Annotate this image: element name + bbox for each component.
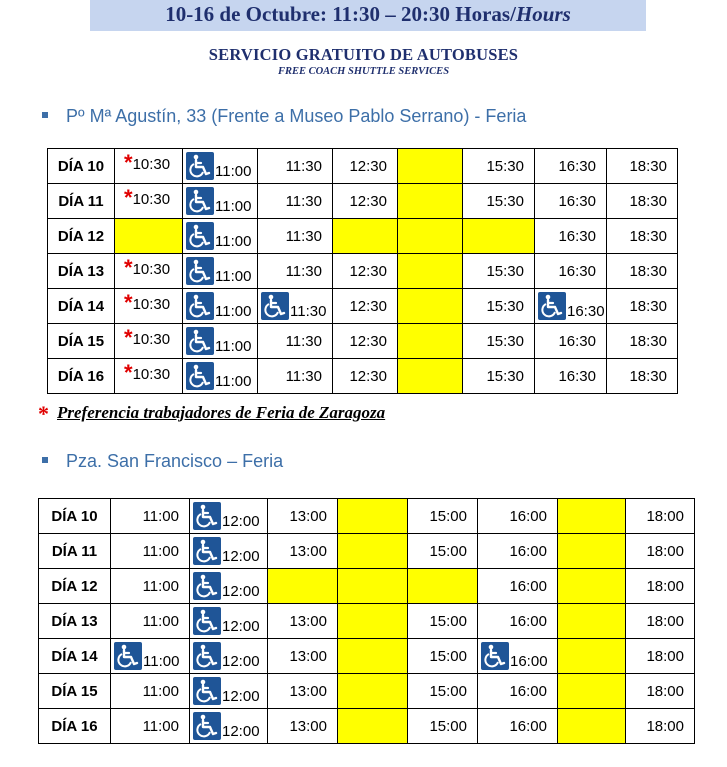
no-service-cell: [338, 709, 408, 744]
wheelchair-icon: [538, 292, 566, 320]
wheelchair-icon: [261, 292, 289, 320]
wheelchair-icon: [186, 327, 214, 355]
day-label: DÍA 13: [39, 604, 111, 639]
departure-time: [190, 674, 268, 709]
time-text: 16:00: [509, 717, 547, 735]
time-text: 18:00: [646, 717, 684, 735]
service-subtitle: FREE COACH SHUTTLE SERVICES: [277, 66, 450, 77]
day-label: DÍA 15: [48, 324, 115, 359]
wheelchair-icon: [481, 642, 509, 670]
time-text: 11:00: [142, 577, 179, 595]
date-time-text: 10-16 de Octubre: 11:30 – 20:30 Horas/: [165, 2, 516, 26]
time-text: 11:30: [285, 192, 322, 210]
wheelchair-icon: [193, 642, 221, 670]
wheelchair-icon: [193, 502, 221, 530]
time-text: 15:30: [486, 332, 524, 350]
service-title: SERVICIO GRATUITO DE AUTOBUSES: [208, 45, 519, 64]
time-text: 13:00: [289, 612, 327, 630]
time-text: 18:00: [646, 542, 684, 560]
no-service-cell: [558, 639, 626, 674]
no-service-cell: [398, 324, 463, 359]
departure-time: [183, 219, 258, 254]
departure-time: [535, 289, 607, 324]
time-text: 10:30: [132, 156, 171, 173]
hours-en-text: Hours: [515, 2, 571, 26]
no-service-cell: [398, 219, 463, 254]
departure-time: [408, 674, 478, 709]
departure-time: [183, 254, 258, 289]
time-text: 11:00: [142, 717, 179, 735]
departure-time: [115, 289, 183, 324]
departure-time: [607, 254, 678, 289]
departure-time: [333, 149, 398, 184]
wheelchair-icon: [114, 642, 142, 670]
time-text: 13:00: [289, 647, 327, 665]
bullet-icon: [42, 457, 48, 463]
departure-time: [115, 324, 183, 359]
departure-time: [626, 604, 695, 639]
departure-time: [268, 709, 338, 744]
departure-time: [111, 499, 190, 534]
departure-time: [190, 709, 268, 744]
wheelchair-icon: [186, 187, 214, 215]
departure-time: [535, 149, 607, 184]
time-text: 15:30: [486, 297, 524, 315]
time-text: 16:30: [567, 303, 605, 320]
departure-time: [183, 359, 258, 394]
time-text: 11:30: [285, 367, 322, 385]
wheelchair-icon: [193, 712, 221, 740]
preference-note-text: Preferencia trabajadores de Feria de Zaragoza: [57, 403, 386, 422]
time-text: 10:30: [132, 366, 171, 383]
time-text: 10:30: [132, 331, 171, 348]
departure-time: [626, 499, 695, 534]
day-label: DÍA 14: [48, 289, 115, 324]
time-text: 11:30: [290, 303, 327, 320]
departure-time: [183, 324, 258, 359]
no-service-cell: [338, 499, 408, 534]
time-text: 11:00: [215, 373, 252, 390]
no-service-cell: [338, 534, 408, 569]
time-text: 11:00: [215, 268, 252, 285]
no-service-cell: [398, 289, 463, 324]
asterisk-icon: *: [124, 255, 133, 280]
time-text: 18:00: [646, 577, 684, 595]
time-text: 16:30: [558, 157, 596, 175]
time-text: 12:00: [222, 513, 260, 530]
departure-time: [535, 254, 607, 289]
no-service-cell: [558, 709, 626, 744]
day-label: DÍA 16: [48, 359, 115, 394]
departure-time: [258, 254, 333, 289]
time-text: 12:30: [349, 367, 387, 385]
departure-time: [478, 709, 558, 744]
departure-time: [115, 184, 183, 219]
table-row: [39, 569, 695, 604]
time-text: 18:00: [646, 647, 684, 665]
day-label: DÍA 12: [39, 569, 111, 604]
departure-time: [258, 149, 333, 184]
departure-time: [408, 709, 478, 744]
route-1-name: Pº Mª Agustín, 33 (Frente a Museo Pablo Serrano) - Feria: [66, 106, 527, 126]
departure-time: [535, 184, 607, 219]
departure-time: [333, 289, 398, 324]
wheelchair-icon: [186, 292, 214, 320]
departure-time: [626, 534, 695, 569]
departure-time: [258, 324, 333, 359]
time-text: 13:00: [289, 542, 327, 560]
time-text: 16:00: [509, 507, 547, 525]
departure-time: [258, 219, 333, 254]
no-service-cell: [558, 499, 626, 534]
departure-time: [478, 604, 558, 639]
departure-time: [463, 359, 535, 394]
time-text: 18:30: [629, 157, 667, 175]
departure-time: [268, 604, 338, 639]
departure-time: [607, 184, 678, 219]
preference-note: [38, 398, 385, 424]
departure-time: [268, 534, 338, 569]
departure-time: [190, 604, 268, 639]
departure-time: [463, 149, 535, 184]
time-text: 13:00: [289, 507, 327, 525]
time-text: 18:00: [646, 612, 684, 630]
departure-time: [408, 639, 478, 674]
wheelchair-icon: [193, 677, 221, 705]
no-service-cell: [398, 149, 463, 184]
time-text: 18:30: [629, 262, 667, 280]
table-row: [39, 674, 695, 709]
route-2-name: Pza. San Francisco – Feria: [66, 451, 284, 471]
departure-time: [626, 674, 695, 709]
date-banner: [90, 0, 646, 31]
departure-time: [111, 534, 190, 569]
time-text: 16:30: [558, 332, 596, 350]
departure-time: [607, 219, 678, 254]
departure-time: [607, 324, 678, 359]
no-service-cell: [338, 604, 408, 639]
time-text: 16:30: [558, 227, 596, 245]
departure-time: [607, 359, 678, 394]
no-service-cell: [558, 674, 626, 709]
time-text: 11:30: [285, 332, 322, 350]
day-label: DÍA 10: [48, 149, 115, 184]
departure-time: [190, 569, 268, 604]
departure-time: [115, 149, 183, 184]
time-text: 13:00: [289, 717, 327, 735]
departure-time: [190, 639, 268, 674]
time-text: 15:00: [429, 507, 467, 525]
time-text: 18:30: [629, 192, 667, 210]
departure-time: [463, 184, 535, 219]
day-label: DÍA 14: [39, 639, 111, 674]
time-text: 16:00: [509, 612, 547, 630]
time-text: 15:00: [429, 682, 467, 700]
departure-time: [268, 674, 338, 709]
time-text: 15:00: [429, 612, 467, 630]
departure-time: [626, 639, 695, 674]
time-text: 11:00: [142, 612, 179, 630]
wheelchair-icon: [186, 222, 214, 250]
no-service-cell: [558, 569, 626, 604]
table-row: [39, 499, 695, 534]
day-label: DÍA 16: [39, 709, 111, 744]
time-text: 18:30: [629, 227, 667, 245]
departure-time: [626, 709, 695, 744]
day-label: DÍA 15: [39, 674, 111, 709]
time-text: 10:30: [132, 261, 171, 278]
time-text: 10:30: [132, 296, 171, 313]
time-text: 18:30: [629, 297, 667, 315]
no-service-cell: [463, 219, 535, 254]
departure-time: [333, 359, 398, 394]
departure-time: [111, 674, 190, 709]
no-service-cell: [338, 639, 408, 674]
no-service-cell: [338, 569, 408, 604]
time-text: 11:30: [285, 157, 322, 175]
departure-time: [268, 499, 338, 534]
departure-time: [333, 254, 398, 289]
time-text: 18:30: [629, 367, 667, 385]
departure-time: [607, 149, 678, 184]
time-text: 18:30: [629, 332, 667, 350]
departure-time: [333, 184, 398, 219]
departure-time: [478, 499, 558, 534]
table-row: [39, 639, 695, 674]
table-row: [39, 709, 695, 744]
wheelchair-icon: [186, 362, 214, 390]
time-text: 11:30: [285, 262, 322, 280]
departure-time: [535, 359, 607, 394]
time-text: 12:30: [349, 262, 387, 280]
wheelchair-icon: [186, 152, 214, 180]
table-row: [48, 254, 678, 289]
time-text: 16:00: [509, 577, 547, 595]
departure-time: [115, 359, 183, 394]
time-text: 15:30: [486, 192, 524, 210]
time-text: 11:00: [142, 682, 179, 700]
day-label: DÍA 11: [48, 184, 115, 219]
departure-time: [463, 324, 535, 359]
time-text: 16:00: [509, 542, 547, 560]
departure-time: [115, 254, 183, 289]
table-row: [48, 219, 678, 254]
bullet-icon: [42, 112, 48, 118]
no-service-cell: [398, 359, 463, 394]
time-text: 11:00: [215, 303, 252, 320]
route-2-schedule-table: [38, 498, 695, 744]
time-text: 11:00: [215, 233, 252, 250]
time-text: 15:30: [486, 262, 524, 280]
table-row: [48, 184, 678, 219]
asterisk-icon: *: [124, 185, 133, 210]
departure-time: [258, 359, 333, 394]
time-text: 13:00: [289, 682, 327, 700]
departure-time: [111, 569, 190, 604]
no-service-cell: [558, 534, 626, 569]
time-text: 11:00: [215, 338, 252, 355]
asterisk-icon: *: [124, 150, 133, 175]
time-text: 11:00: [215, 198, 252, 215]
time-text: 12:00: [222, 723, 260, 740]
time-text: 16:30: [558, 262, 596, 280]
route-1-heading: [42, 106, 526, 127]
no-service-cell: [398, 254, 463, 289]
time-text: 16:00: [509, 682, 547, 700]
route-2-heading: [42, 451, 283, 472]
no-service-cell: [398, 184, 463, 219]
time-text: 11:00: [142, 542, 179, 560]
time-text: 12:00: [222, 653, 260, 670]
time-text: 12:00: [222, 548, 260, 565]
time-text: 12:30: [349, 157, 387, 175]
departure-time: [190, 534, 268, 569]
no-service-cell: [115, 219, 183, 254]
time-text: 16:00: [510, 653, 548, 670]
departure-time: [333, 324, 398, 359]
wheelchair-icon: [186, 257, 214, 285]
wheelchair-icon: [193, 607, 221, 635]
time-text: 12:00: [222, 583, 260, 600]
departure-time: [183, 149, 258, 184]
time-text: 10:30: [132, 191, 171, 208]
asterisk-icon: *: [124, 360, 133, 385]
departure-time: [268, 639, 338, 674]
route-1-schedule-table: [47, 148, 678, 394]
departure-time: [258, 184, 333, 219]
time-text: 12:30: [349, 332, 387, 350]
table-row: [48, 359, 678, 394]
time-text: 15:00: [429, 542, 467, 560]
table-row: [48, 289, 678, 324]
time-text: 12:30: [349, 192, 387, 210]
day-label: DÍA 12: [48, 219, 115, 254]
time-text: 12:30: [349, 297, 387, 315]
time-text: 15:30: [486, 367, 524, 385]
departure-time: [478, 569, 558, 604]
departure-time: [258, 289, 333, 324]
time-text: 15:00: [429, 717, 467, 735]
departure-time: [463, 254, 535, 289]
departure-time: [626, 569, 695, 604]
departure-time: [111, 709, 190, 744]
no-service-cell: [268, 569, 338, 604]
time-text: 15:30: [486, 157, 524, 175]
time-text: 11:00: [142, 507, 179, 525]
time-text: 11:00: [215, 163, 252, 180]
time-text: 16:30: [558, 367, 596, 385]
departure-time: [463, 289, 535, 324]
time-text: 11:30: [285, 227, 322, 245]
time-text: 12:00: [222, 618, 260, 635]
time-text: 11:00: [143, 653, 180, 670]
table-row: [39, 604, 695, 639]
departure-time: [478, 639, 558, 674]
wheelchair-icon: [193, 572, 221, 600]
time-text: 18:00: [646, 682, 684, 700]
departure-time: [535, 324, 607, 359]
time-text: 12:00: [222, 688, 260, 705]
wheelchair-icon: [193, 537, 221, 565]
departure-time: [190, 499, 268, 534]
table-row: [48, 149, 678, 184]
day-label: DÍA 10: [39, 499, 111, 534]
asterisk-icon: *: [124, 325, 133, 350]
time-text: 16:30: [558, 192, 596, 210]
no-service-cell: [408, 569, 478, 604]
departure-time: [183, 289, 258, 324]
departure-time: [478, 674, 558, 709]
no-service-cell: [333, 219, 398, 254]
table-row: [39, 534, 695, 569]
departure-time: [183, 184, 258, 219]
departure-time: [111, 639, 190, 674]
departure-time: [535, 219, 607, 254]
departure-time: [478, 534, 558, 569]
asterisk-icon: *: [38, 401, 49, 426]
time-text: 18:00: [646, 507, 684, 525]
table-row: [48, 324, 678, 359]
no-service-cell: [558, 604, 626, 639]
asterisk-icon: *: [124, 290, 133, 315]
departure-time: [408, 534, 478, 569]
departure-time: [111, 604, 190, 639]
day-label: DÍA 13: [48, 254, 115, 289]
departure-time: [408, 499, 478, 534]
departure-time: [607, 289, 678, 324]
day-label: DÍA 11: [39, 534, 111, 569]
time-text: 15:00: [429, 647, 467, 665]
departure-time: [408, 604, 478, 639]
no-service-cell: [338, 674, 408, 709]
